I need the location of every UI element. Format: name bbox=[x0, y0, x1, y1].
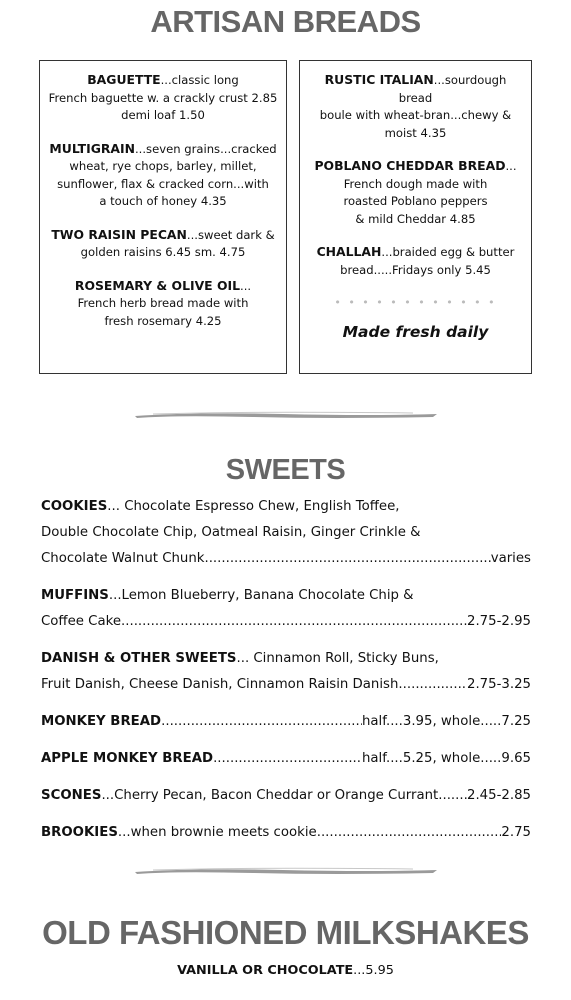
sweet-name: SCONES bbox=[41, 788, 102, 803]
sweets-list bbox=[41, 494, 531, 857]
bread-name: POBLANO CHEDDAR BREAD bbox=[314, 158, 506, 173]
bread-desc: ...sourdough bread bbox=[398, 73, 507, 105]
bread-name: BAGUETTE bbox=[87, 72, 161, 87]
bread-name: TWO RAISIN PECAN bbox=[51, 226, 187, 242]
sweet-price: varies bbox=[490, 551, 531, 566]
sweets-heading: SWEETS bbox=[225, 454, 346, 486]
bread-desc: boule with wheat-bran...chewy & bbox=[319, 108, 512, 122]
bread-item bbox=[48, 277, 278, 331]
bread-desc: French dough made with bbox=[343, 176, 488, 191]
breads-right-box bbox=[299, 60, 532, 374]
dotted-separator: • • • • • • • • • • • • bbox=[334, 296, 497, 309]
dot-leader bbox=[204, 546, 490, 572]
bread-desc: sunflower, flax & cracked corn...with bbox=[57, 176, 269, 191]
sweet-desc: ...when brownie meets cookie bbox=[117, 825, 317, 840]
sweet-item bbox=[41, 783, 531, 809]
bread-desc: a touch of honey 4.35 bbox=[99, 194, 227, 208]
bread-item bbox=[48, 71, 278, 125]
dot-leader bbox=[121, 609, 467, 635]
bread-desc: roasted Poblano peppers bbox=[343, 194, 488, 208]
sweet-name: MUFFINS bbox=[41, 588, 109, 603]
sweet-price: half....5.25, whole.....9.65 bbox=[361, 751, 531, 766]
sweet-desc: Fruit Danish, Cheese Danish, Cinnamon Raisin Danish bbox=[41, 677, 399, 692]
bread-desc: ...classic long bbox=[160, 73, 239, 87]
sweet-item bbox=[41, 820, 531, 846]
dot-leader bbox=[317, 820, 502, 846]
made-fresh-daily: Made fresh daily bbox=[342, 322, 489, 341]
sweet-price: half....3.95, whole.....7.25 bbox=[361, 714, 531, 729]
bread-name: RUSTIC ITALIAN bbox=[324, 72, 434, 87]
bread-item bbox=[48, 226, 278, 262]
dot-leader bbox=[398, 672, 467, 698]
bread-desc: ...sweet dark & bbox=[186, 227, 275, 242]
breads-left-box bbox=[39, 60, 287, 374]
sweet-name: APPLE MONKEY BREAD bbox=[41, 751, 214, 766]
brush-divider bbox=[133, 866, 439, 876]
bread-desc: ...seven grains...cracked bbox=[135, 141, 277, 156]
sweet-item bbox=[41, 494, 531, 572]
sweet-price: 2.75 bbox=[501, 825, 531, 840]
bread-desc: wheat, rye chops, barley, millet, bbox=[69, 159, 257, 173]
bread-item bbox=[308, 157, 523, 228]
bread-desc: moist 4.35 bbox=[384, 125, 447, 140]
bread-desc: ... bbox=[240, 278, 252, 293]
sweet-desc: Coffee Cake bbox=[41, 614, 122, 629]
milkshakes-heading: OLD FASHIONED MILKSHAKES bbox=[42, 914, 529, 951]
bread-item bbox=[308, 71, 523, 142]
dot-leader bbox=[161, 709, 362, 735]
sweet-name: DANISH & OTHER SWEETS bbox=[41, 651, 237, 666]
sweet-name: BROOKIES bbox=[41, 825, 118, 840]
sweet-desc: ...Cherry Pecan, Bacon Cheddar or Orange Currant bbox=[101, 788, 439, 803]
sweet-name: COOKIES bbox=[41, 499, 108, 514]
milkshake-name: VANILLA OR CHOCOLATE bbox=[177, 963, 354, 978]
bread-desc: ... bbox=[505, 159, 517, 173]
dot-leader bbox=[213, 746, 362, 772]
sweet-price: 2.75-2.95 bbox=[466, 614, 531, 629]
bread-name: CHALLAH bbox=[316, 244, 382, 259]
sweet-item bbox=[41, 746, 531, 772]
bread-desc: fresh rosemary 4.25 bbox=[104, 313, 222, 328]
bread-desc: bread.....Fridays only 5.45 bbox=[340, 262, 491, 277]
sweet-desc: ... Cinnamon Roll, Sticky Buns, bbox=[236, 651, 439, 666]
milkshake-item bbox=[0, 963, 571, 978]
sweet-item bbox=[41, 709, 531, 735]
dot-leader bbox=[438, 783, 467, 809]
sweet-desc: Chocolate Walnut Chunk bbox=[41, 551, 205, 566]
sweet-item bbox=[41, 583, 531, 635]
bread-desc: French baguette w. a crackly crust 2.85 bbox=[48, 90, 278, 105]
brush-divider bbox=[133, 410, 439, 420]
sweet-desc: ...Lemon Blueberry, Banana Chocolate Chip & bbox=[108, 588, 414, 603]
sweet-price: 2.45-2.85 bbox=[466, 788, 531, 803]
milkshake-price: ...5.95 bbox=[353, 963, 394, 978]
sweet-price: 2.75-3.25 bbox=[466, 677, 531, 692]
bread-name: ROSEMARY & OLIVE OIL bbox=[74, 277, 241, 293]
bread-desc: golden raisins 6.45 sm. 4.75 bbox=[80, 245, 246, 259]
bread-desc: French herb bread made with bbox=[77, 296, 249, 310]
bread-item bbox=[308, 243, 523, 279]
bread-name: MULTIGRAIN bbox=[49, 140, 135, 156]
artisan-breads-heading: ARTISAN BREADS bbox=[150, 4, 421, 39]
bread-desc: ...braided egg & butter bbox=[381, 245, 515, 259]
sweet-desc: Double Chocolate Chip, Oatmeal Raisin, Ginger Crinkle & bbox=[41, 525, 421, 540]
bread-item bbox=[48, 140, 278, 211]
sweet-item bbox=[41, 646, 531, 698]
sweet-desc: ... Chocolate Espresso Chew, English Toffee, bbox=[107, 499, 400, 514]
bread-desc: & mild Cheddar 4.85 bbox=[355, 211, 476, 226]
bread-desc: demi loaf 1.50 bbox=[121, 108, 205, 122]
sweet-name: MONKEY BREAD bbox=[41, 714, 162, 729]
